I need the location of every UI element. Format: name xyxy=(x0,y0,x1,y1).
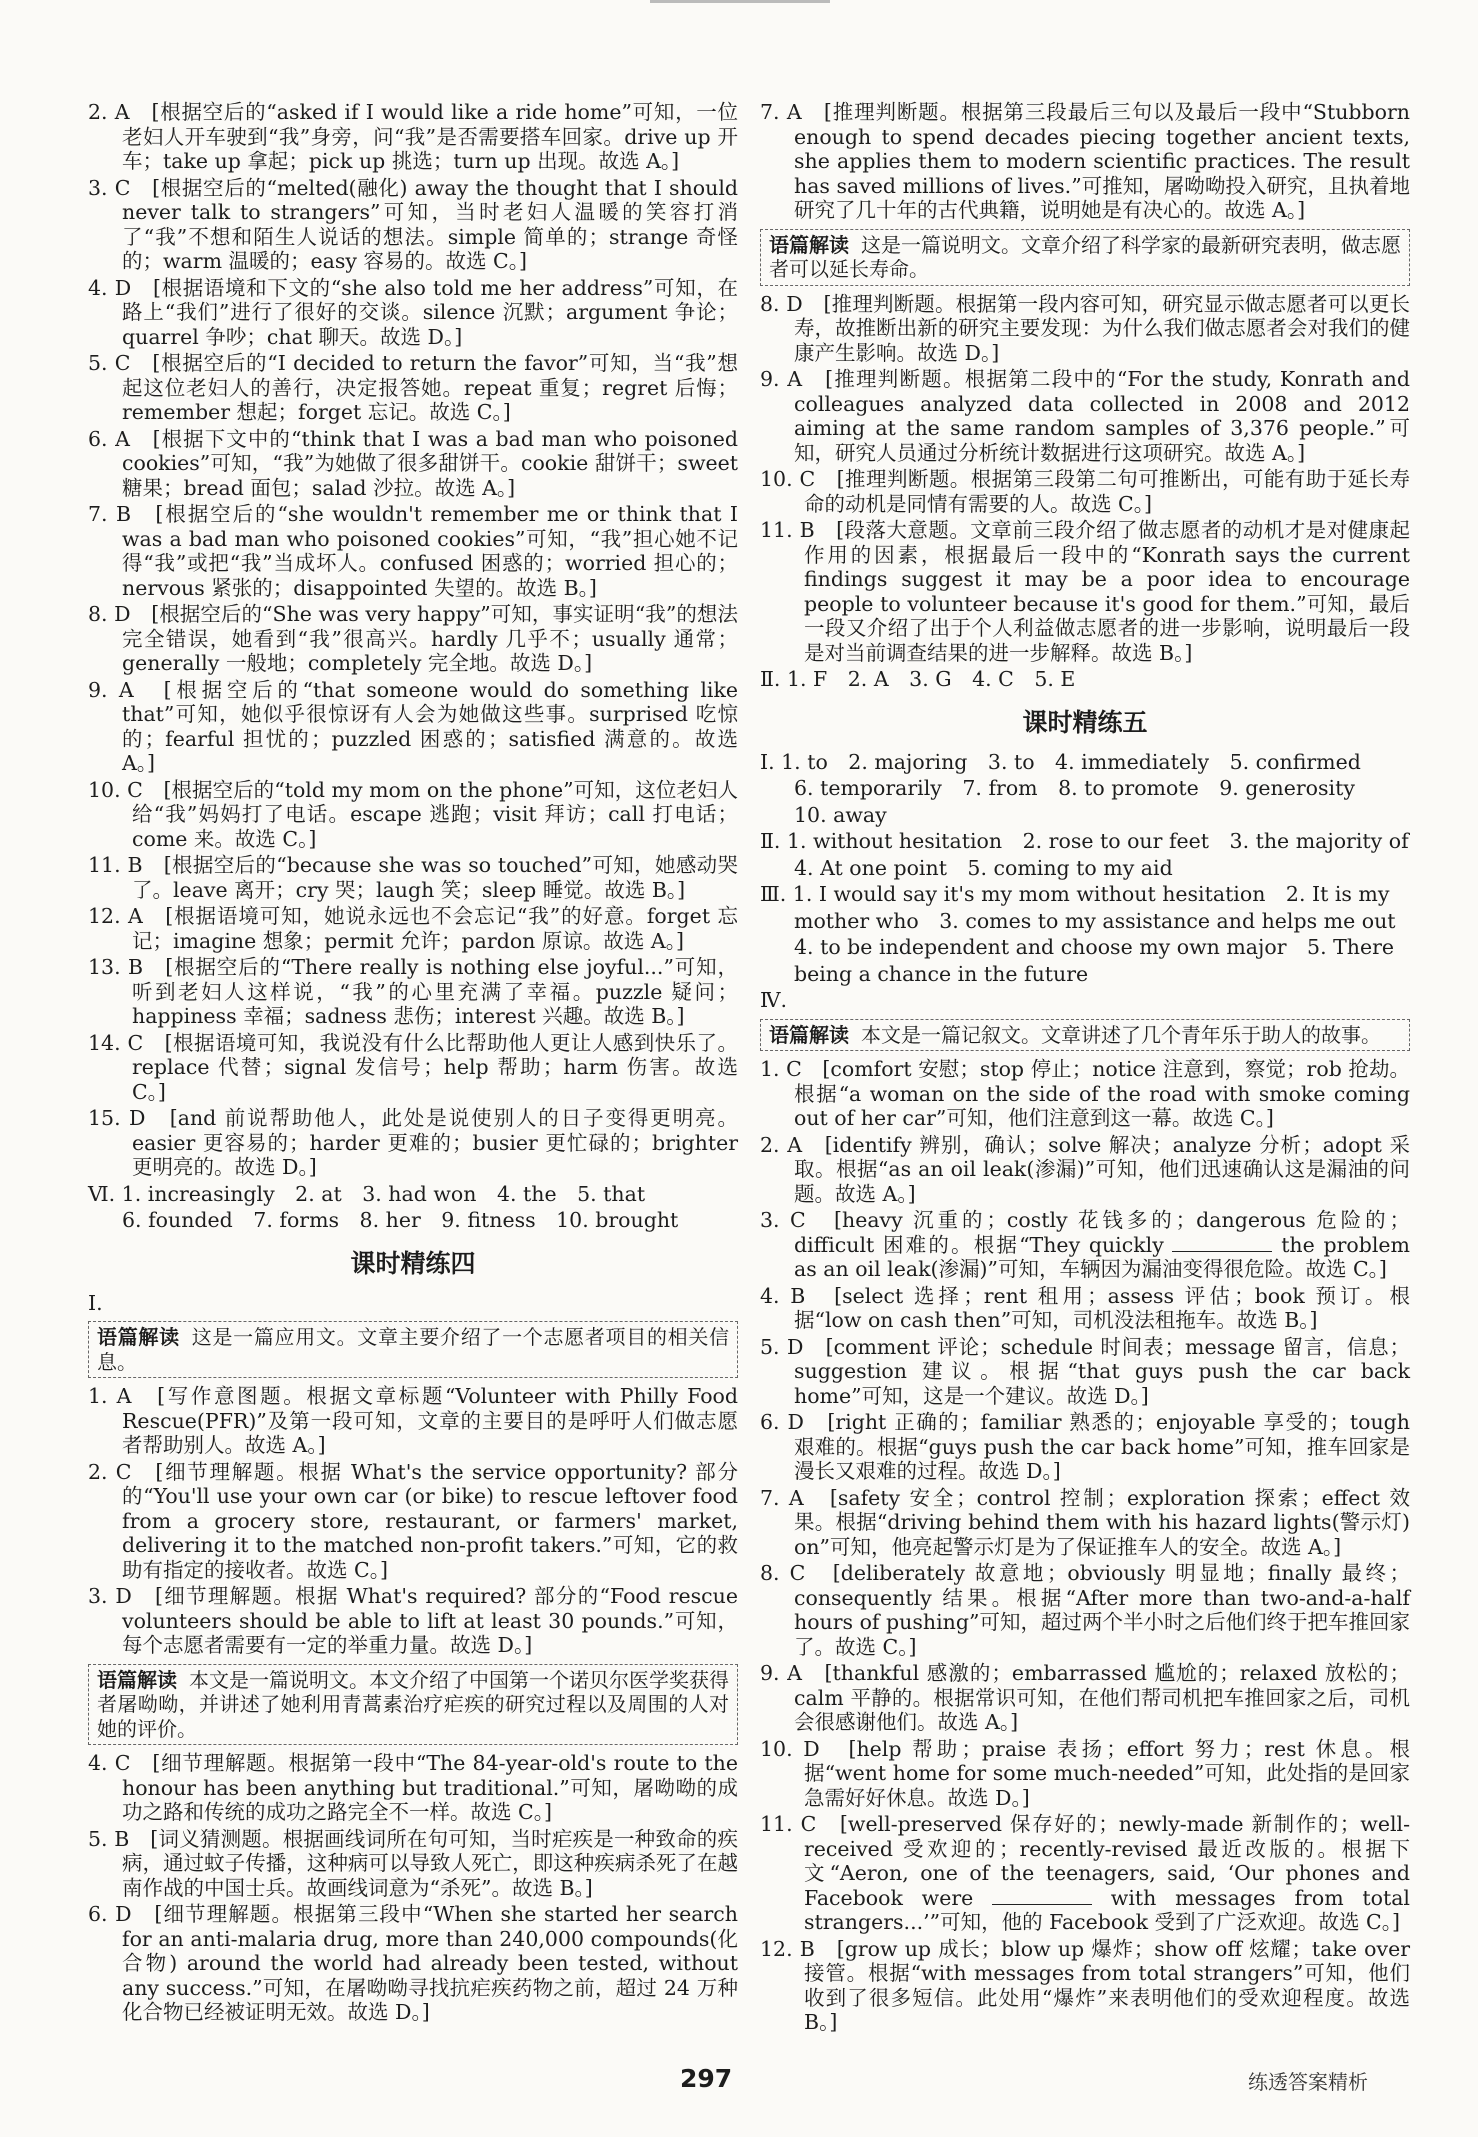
vi-label: Ⅵ. xyxy=(88,1181,116,1206)
vi-line1-text: 1. increasingly 2. at 3. had won 4. the 5. that xyxy=(121,1181,646,1206)
answers-group-c xyxy=(88,1751,738,2025)
answer-item: 12. A [根据语境可知，她说永远也不会忘记“我”的好意。forget 忘记；imagine 想象；permit 允许；pardon 原谅。故选 A。] xyxy=(88,904,738,953)
page-number: 297 xyxy=(680,2064,733,2093)
passage-summary xyxy=(88,1321,738,1378)
answer-item: 2. A [根据空后的“asked if I would like a ride home”可知，一位老妇人开车驶到“我”身旁，问“我”是否需要搭车回家。drive up 开车；take up 拿起；pick up 挑选；turn up 出现。故选 A。] xyxy=(88,100,738,173)
s5-i-line: Ⅰ. 1. to 2. majoring 3. to 4. immediately 5. confirmed xyxy=(760,749,1361,774)
answer-item xyxy=(760,1208,1410,1282)
passage-summary xyxy=(760,229,1410,286)
answer-item: 10. C [根据空后的“told my mom on the phone”可知，这位老妇人给“我”妈妈打了电话。escape 逃跑；visit 拜访；call 打电话；come 来。故选 C。] xyxy=(88,777,738,851)
s5-iii-line: mother who 3. comes to my assistance and helps me out xyxy=(794,908,1396,933)
blank-line xyxy=(992,1886,1092,1905)
section4-roman: Ⅰ. xyxy=(88,1290,103,1315)
answer-item: 14. C [根据语境可知，我说没有什么比帮助他人更让人感到快乐了。replace 代替；signal 发信号；help 帮助；harm 伤害。故选 C。] xyxy=(88,1030,738,1104)
answer-item: 1. A [写作意图题。根据文章标题“Volunteer with Philly Food Rescue(PFR)”及第一段可知，文章的主要目的是呼吁人们做志愿者帮助别人。故选 A。] xyxy=(88,1384,738,1457)
answer-item: 7. B [根据空后的“she wouldn't remember me or think that I was a bad man who poisoned cookies”可知，“我”担心她不记得“我”或把“我”当成坏人。confused 困惑的；worried 担心的；nervous 紧张的；disappointed 失望的。故选 B。] xyxy=(88,502,738,600)
answer-11-part1: 11. C [well-preserved 保存好的；newly-made 新制作的；well-received 受欢迎的；recently-revised 最近改版的。根据下文“Aeron, one of the teenagers, said, ‘Our phones and Facebook were xyxy=(760,1812,1410,1910)
answer-item: 8. D [推理判断题。根据第一段内容可知，研究显示做志愿者可以更长寿，故推断出新的研究主要发现：为什么我们做志愿者会对我们的健康产生影响。故选 D。] xyxy=(760,291,1410,365)
passage-tag: 语篇解读 xyxy=(97,1325,180,1349)
answer-item: 12. B [grow up 成长；blow up 爆炸；show off 炫耀；take over 接管。根据“with messages from total strangers”可知，他们收到了很多短信。此处用“爆炸”来表明他们的受欢迎程度。故选 B。] xyxy=(760,1936,1410,2034)
answer-item: 5. C [根据空后的“I decided to return the favor”可知，当“我”想起这位老妇人的善行，决定报答她。repeat 重复；regret 后悔；remember 想起；forget 忘记。故选 C。] xyxy=(88,351,738,424)
answer-item: 3. D [细节理解题。根据 What's required? 部分的“Food rescue volunteers should be able to lift at least 30 pounds.”可知，每个志愿者需要有一定的举重力量。故选 D。] xyxy=(88,1584,738,1657)
answer-item: 11. B [段落大意题。文章前三段介绍了做志愿者的动机才是对健康起作用的因素，根据最后一段中的“Konrath says the current findings suggest it may be a poor idea to encourage people to volunteer because it's good for them.”可知，最后一段又介绍了出于个人利益做志愿者的进一步影响，说明最后一段是对当前调查结果的进一步解释。故选 B。] xyxy=(760,518,1410,665)
answer-item: 13. B [根据空后的“There really is nothing else joyful...”可知，听到老妇人这样说，“我”的心里充满了幸福。puzzle 疑问；happiness 幸福；sadness 悲伤；interest 兴趣。故选 B。] xyxy=(88,955,738,1028)
answer-item: 8. D [根据空后的“She was very happy”可知，事实证明“我”的想法完全错误，她看到“我”很高兴。hardly 几乎不；usually 通常；generally 一般地；completely 完全地。故选 D。] xyxy=(88,602,738,675)
passage-tag: 语篇解读 xyxy=(769,1022,849,1047)
passage-text: 本文是一篇说明文。本文介绍了中国第一个诺贝尔医学奖获得者屠呦呦，并讲述了她利用青蒿素治疗疟疾的研究过程以及周围的人对她的评价。 xyxy=(97,1667,729,1741)
s5-iii-line: 4. to be independent and choose my own major 5. There xyxy=(794,935,1395,959)
ii-answers-line: Ⅱ. 1. F 2. A 3. G 4. C 5. E xyxy=(760,667,1076,691)
answer-item: 3. C [根据空后的“melted(融化) away the thought that I should never talk to strangers”可知，当时老妇人温暖的笑容打消了“我”不想和陌生人说话的想法。simple 简单的；strange 奇怪的；warm 温暖的；easy 容易的。故选 C。] xyxy=(88,175,738,273)
section-title-5: 课时精练五 xyxy=(1022,707,1148,737)
answer-item: 4. C [细节理解题。根据第一段中“The 84-year-old's route to the honour has been anything but traditional.”可知，屠呦呦的成功之路和传统的成功之路完全不一样。故选 C。] xyxy=(88,1751,738,1824)
answer-item: 6. D [right 正确的；familiar 熟悉的；enjoyable 享受的；tough 艰难的。根据“guys push the car back home”可知，推车回家是漫长又艰难的过程。故选 D。] xyxy=(760,1410,1410,1483)
section-title-4: 课时精练四 xyxy=(350,1248,476,1278)
passage-text: 这是一篇说明文。文章介绍了科学家的最新研究表明，做志愿者可以延长寿命。 xyxy=(769,232,1401,281)
answer-item: 10. D [help 帮助；praise 表扬；effort 努力；rest 休息。根据“went home for some much-needed”可知，此处指的是回家急需好好休息。故选 D。] xyxy=(760,1736,1410,1810)
passage-text: 这是一篇应用文。文章主要介绍了一个志愿者项目的相关信息。 xyxy=(97,1325,730,1374)
answer-item: 7. A [safety 安全；control 控制；exploration 探索；effect 效果。根据“driving behind them with his hazard lights(警示灯) on”可知，他亮起警示灯是为了保证推车人的安全。故选 A。] xyxy=(760,1485,1410,1559)
footer-brand: 练透答案精析 xyxy=(1248,2070,1368,2094)
s5-ii-line: Ⅱ. 1. without hesitation 2. rose to our feet 3. the majority of xyxy=(760,829,1409,853)
answer-item: 1. C [comfort 安慰；stop 停止；notice 注意到，察觉；rob 抢劫。根据“a woman on the side of the road with smoke coming out of her car”可知，他们注意到这一幕。故选 C。] xyxy=(760,1057,1410,1130)
answer-3-part1: 3. C [heavy 沉重的；costly 花钱多的；dangerous 危险的；difficult 困难的。根据“They quickly xyxy=(760,1208,1410,1257)
answer-item: 5. B [词义猜测题。根据画线词所在句可知，当时疟疾是一种致命的疾病，通过蚊子传播，这种病可以导致人死亡，即这种疾病杀死了在越南作战的中国士兵。故画线词意为“杀死”。故选 B。] xyxy=(88,1826,738,1900)
answer-item: 5. D [comment 评论；schedule 时间表；message 留言，信息；suggestion 建议。根据“that guys push the car back home”可知，这是一个建议。故选 D。] xyxy=(760,1334,1410,1408)
blank-line xyxy=(1172,1233,1272,1252)
vi-answers-line1 xyxy=(88,1182,738,1207)
answer-item: 7. A [推理判断题。根据第三段最后三句以及最后一段中“Stubborn enough to spend decades piecing together ancient texts, she applies them to modern scientific practices. The result has saved millions of lives.”可推知，屠呦呦投入研究，且执着地研究了几十年的古代典籍，说明她是有决心的。故选 A。] xyxy=(760,100,1410,222)
answer-item: 6. A [根据下文中的“think that I was a bad man who poisoned cookies”可知，“我”为她做了很多甜饼干。cookie 甜饼干；sweet 糖果；bread 面包；salad 沙拉。故选 A。] xyxy=(88,426,738,500)
right-column xyxy=(760,100,1410,2037)
passage-summary xyxy=(760,1019,1410,1052)
s5-i-line: 10. away xyxy=(794,802,887,827)
answers-group-b xyxy=(88,1384,738,1658)
passage-summary xyxy=(88,1664,738,1746)
answer-item xyxy=(760,1812,1410,1935)
answer-item: 2. C [细节理解题。根据 What's the service opportunity? 部分的“You'll use your own car (or bike) to rescue leftover food from a grocery store, restaurant, or farmers' market, delivering it to the matched non-profit takers.”可知，它的救助有指定的接收者。故选 C。] xyxy=(88,1459,738,1582)
s5-i-line: 6. temporarily 7. from 8. to promote 9. generosity xyxy=(794,776,1355,800)
answer-item: 11. B [根据空后的“because she was so touched”可知，她感动哭了。leave 离开；cry 哭；laugh 笑；sleep 睡觉。故选 B。] xyxy=(88,853,738,902)
answer-item: 8. C [deliberately 故意地；obviously 明显地；finally 最终；consequently 结果。根据“After more than two-and-a-half hours of pushing”可知，超过两个半小时之后他们终于把车推回家了。故选 C。] xyxy=(760,1561,1410,1659)
answer-item: 9. A [推理判断题。根据第二段中的“For the study, Konrath and colleagues analyzed data collected in 2008 and 2012 aiming at the same random samples of 3,376 people.”可知，研究人员通过分析统计数据进行这项研究。故选 A。] xyxy=(760,367,1410,465)
vi-answers-line2: 6. founded 7. forms 8. her 9. fitness 10. brought xyxy=(122,1208,679,1232)
passage-tag: 语篇解读 xyxy=(97,1667,177,1692)
top-rule xyxy=(650,0,830,3)
answer-11-part2: with messages from total strangers...’”可知，他的 Facebook 受到了广泛欢迎。故选 C。] xyxy=(804,1885,1410,1934)
answer-item: 6. D [细节理解题。根据第三段中“When she started her search for an anti-malaria drug, more than 240,000 compounds(化合物) around the world had already been tested, without any success.”可知，在屠呦呦寻找抗疟疾药物之前，超过 24 万种化合物已经被证明无效。故选 D。] xyxy=(88,1902,738,2024)
passage-tag: 语篇解读 xyxy=(769,232,849,257)
answer-item: 4. D [根据语境和下文的“she also told me her address”可知，在路上“我们”进行了很好的交谈。silence 沉默；argument 争论；quarrel 争吵；chat 聊天。故选 D。] xyxy=(88,275,738,349)
answer-item: 4. B [select 选择；rent 租用；assess 评估；book 预订。根据“low on cash then”可知，司机没法租拖车。故选 B。] xyxy=(760,1283,1410,1332)
answers-group-rb xyxy=(760,292,1410,666)
s5-iv-label: Ⅳ. xyxy=(760,988,787,1012)
answer-3-part2: the problem as an oil leak(渗漏)”可知，车辆因为漏油变得很危险。故选 C。] xyxy=(794,1232,1410,1281)
s5-iii-line: Ⅲ. 1. I would say it's my mom without hesitation 2. It is my xyxy=(760,882,1390,906)
answer-item: 9. A [thankful 感激的；embarrassed 尴尬的；relaxed 放松的；calm 平静的。根据常识可知，在他们帮司机把车推回家之后，司机会很感谢他们。故选 A。] xyxy=(760,1661,1410,1734)
answer-item: 15. D [and 前说帮助他人，此处是说使别人的日子变得更明亮。easier 更容易的；harder 更难的；busier 更忙碌的；brighter 更明亮的。故选 D。] xyxy=(88,1106,738,1179)
answers-group-a xyxy=(88,100,738,1180)
answer-item: 2. A [identify 辨别，确认；solve 解决；analyze 分析；adopt 采取。根据“as an oil leak(渗漏)”可知，他们迅速确认这是漏油的问题。故选 A。] xyxy=(760,1132,1410,1206)
passage-text: 本文是一篇记叙文。文章讲述了几个青年乐于助人的故事。 xyxy=(861,1022,1381,1047)
answer-item: 9. A [根据空后的“that someone would do something like that”可知，她似乎很惊讶有人会为她做这些事。surprised 吃惊的；fearful 担忧的；puzzled 困惑的；satisfied 满意的。故选 A。] xyxy=(88,677,738,775)
s5-iii-line: being a chance in the future xyxy=(794,961,1089,986)
left-column xyxy=(88,100,738,2027)
answer-item: 10. C [推理判断题。根据第三段第二句可推断出，可能有助于延长寿命的动机是同情有需要的人。故选 C。] xyxy=(760,467,1410,516)
s5-ii-line: 4. At one point 5. coming to my aid xyxy=(794,855,1173,880)
